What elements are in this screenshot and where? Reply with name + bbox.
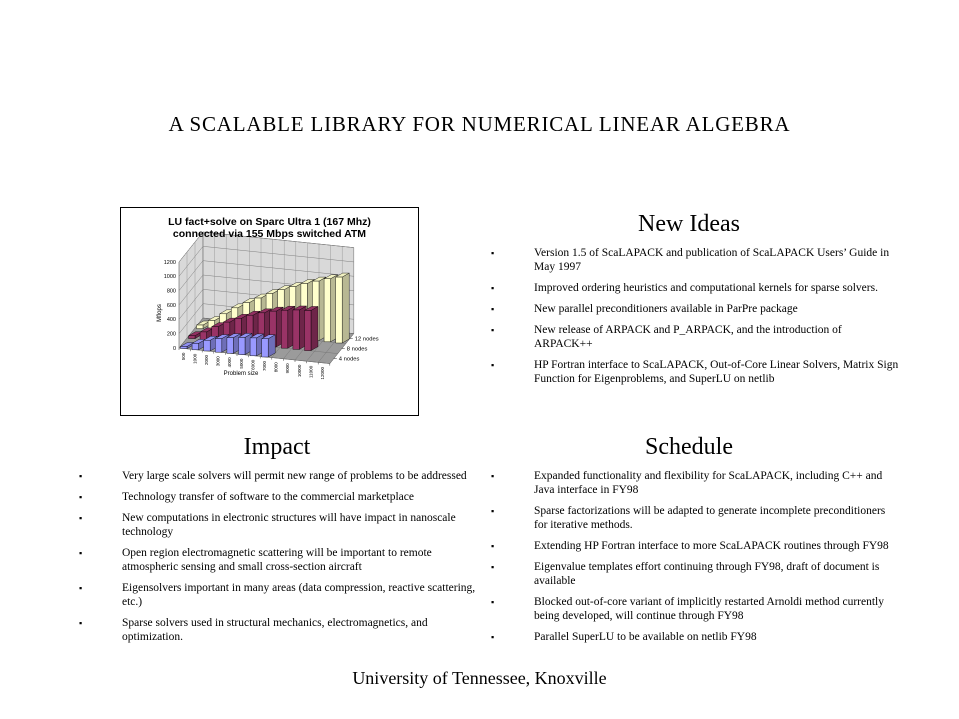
list-item	[478, 560, 900, 588]
chart-title-line1: LU fact+solve on Sparc Ultra 1 (167 Mhz)	[168, 216, 371, 228]
bullet-square-icon: ▪	[79, 513, 83, 523]
list-item	[66, 511, 488, 539]
bullet-text: Very large scale solvers will permit new range of problems to be addressed	[122, 470, 467, 482]
bullet-square-icon: ▪	[79, 618, 83, 628]
bullet-square-icon: ▪	[491, 360, 495, 370]
bullet-text: Version 1.5 of ScaLAPACK and publication of ScaLAPACK Users’ Guide in May 1997	[534, 247, 890, 273]
bullet-square-icon: ▪	[491, 506, 495, 516]
section-heading-schedule: Schedule	[645, 434, 733, 460]
bullet-square-icon: ▪	[491, 597, 495, 607]
bullet-square-icon: ▪	[79, 548, 83, 558]
list-item	[478, 469, 900, 497]
bullet-square-icon: ▪	[491, 562, 495, 572]
section-heading-impact: Impact	[243, 434, 311, 460]
bullet-text: Open region electromagnetic scattering will be important to remote atmospheric sensing and small cross-section aircraft	[122, 547, 432, 573]
bullet-square-icon: ▪	[79, 471, 83, 481]
svg-text:800: 800	[166, 288, 176, 295]
bullet-square-icon: ▪	[491, 283, 495, 293]
svg-text:4000: 4000	[227, 357, 233, 368]
section-new-ideas	[478, 210, 900, 393]
page-title: A SCALABLE LIBRARY FOR NUMERICAL LINEAR ALGEBRA	[168, 112, 791, 136]
svg-text:600: 600	[166, 302, 176, 309]
svg-text:Problem size: Problem size	[223, 371, 259, 377]
svg-text:1000: 1000	[192, 353, 198, 364]
svg-text:Mflops: Mflops	[157, 304, 163, 322]
svg-text:400: 400	[166, 317, 176, 324]
list-item	[478, 504, 900, 532]
chart-title-line2: connected via 155 Mbps switched ATM	[172, 228, 367, 240]
section-heading-new-ideas: New Ideas	[638, 211, 740, 237]
svg-text:3000: 3000	[215, 356, 221, 367]
bullet-text: Technology transfer of software to the commercial marketplace	[122, 491, 414, 503]
list-item	[66, 616, 488, 644]
bullet-text: New release of ARPACK and P_ARPACK, and the introduction of ARPACK++	[534, 324, 842, 350]
bullet-square-icon: ▪	[79, 583, 83, 593]
list-item	[66, 581, 488, 609]
list-item	[478, 630, 900, 644]
footer-affiliation: University of Tennessee, Knoxville	[352, 668, 607, 688]
svg-text:8 nodes: 8 nodes	[346, 346, 368, 353]
bullet-text: Eigenvalue templates effort continuing through FY98, draft of document is available	[534, 561, 880, 587]
list-item	[478, 323, 900, 351]
bullet-square-icon: ▪	[491, 248, 495, 258]
section-schedule	[478, 433, 900, 651]
svg-text:9000: 9000	[285, 363, 291, 374]
list-item	[478, 358, 900, 386]
svg-text:12000: 12000	[320, 367, 325, 380]
list-item	[66, 546, 488, 574]
svg-text:8000: 8000	[273, 362, 279, 373]
bullet-text: Sparse factorizations will be adapted to generate incomplete preconditioners for iterative methods.	[534, 505, 886, 531]
bullet-square-icon: ▪	[491, 632, 495, 642]
bullet-text: Expanded functionality and flexibility for ScaLAPACK, including C++ and Java interface in FY98	[534, 470, 883, 496]
svg-text:0: 0	[172, 345, 176, 352]
bullet-text: New parallel preconditioners available in ParPre package	[534, 303, 798, 315]
list-item	[66, 490, 488, 504]
svg-text:10000: 10000	[296, 364, 302, 378]
bullet-square-icon: ▪	[491, 471, 495, 481]
svg-text:4 nodes: 4 nodes	[338, 356, 360, 363]
bullet-text: HP Fortran interface to ScaLAPACK, Out-of-Core Linear Solvers, Matrix Sign Function for Eigenproblems, and SuperLU on netlib	[534, 359, 899, 385]
bullet-square-icon: ▪	[491, 541, 495, 551]
bullet-square-icon: ▪	[79, 492, 83, 502]
list-item	[478, 302, 900, 316]
list-item	[478, 539, 900, 553]
svg-text:500: 500	[180, 352, 186, 361]
bullet-text: New computations in electronic structures will have impact in nanoscale technology	[122, 512, 456, 538]
list-item	[478, 246, 900, 274]
bullet-text: Parallel SuperLU to be available on netlib FY98	[534, 631, 757, 643]
bullet-text: Improved ordering heuristics and computational kernels for sparse solvers.	[534, 282, 878, 294]
section-impact	[66, 433, 488, 651]
svg-text:1000: 1000	[163, 274, 176, 281]
svg-text:2000: 2000	[204, 355, 209, 366]
svg-text:12 nodes: 12 nodes	[354, 336, 379, 343]
list-item	[478, 281, 900, 295]
svg-text:5000: 5000	[238, 358, 244, 369]
bullet-square-icon: ▪	[491, 304, 495, 314]
svg-text:1200: 1200	[163, 259, 176, 266]
svg-text:7000: 7000	[262, 361, 267, 372]
list-item	[66, 469, 488, 483]
bullet-text: Eigensolvers important in many areas (data compression, reactive scattering, etc.)	[122, 582, 476, 608]
bullet-square-icon: ▪	[491, 325, 495, 335]
bullet-text: Sparse solvers used in structural mechanics, electromagnetics, and optimization.	[122, 617, 428, 643]
bullet-text: Blocked out-of-core variant of implicitly restarted Arnoldi method currently being developed, will continue through FY98	[534, 596, 885, 622]
performance-chart-panel	[120, 207, 419, 416]
svg-text:11000: 11000	[308, 365, 314, 378]
bullet-text: Extending HP Fortran interface to more ScaLAPACK routines through FY98	[534, 540, 889, 552]
chart-title	[121, 216, 418, 240]
list-item	[478, 595, 900, 623]
svg-text:6000: 6000	[250, 359, 256, 370]
svg-text:200: 200	[166, 331, 176, 338]
